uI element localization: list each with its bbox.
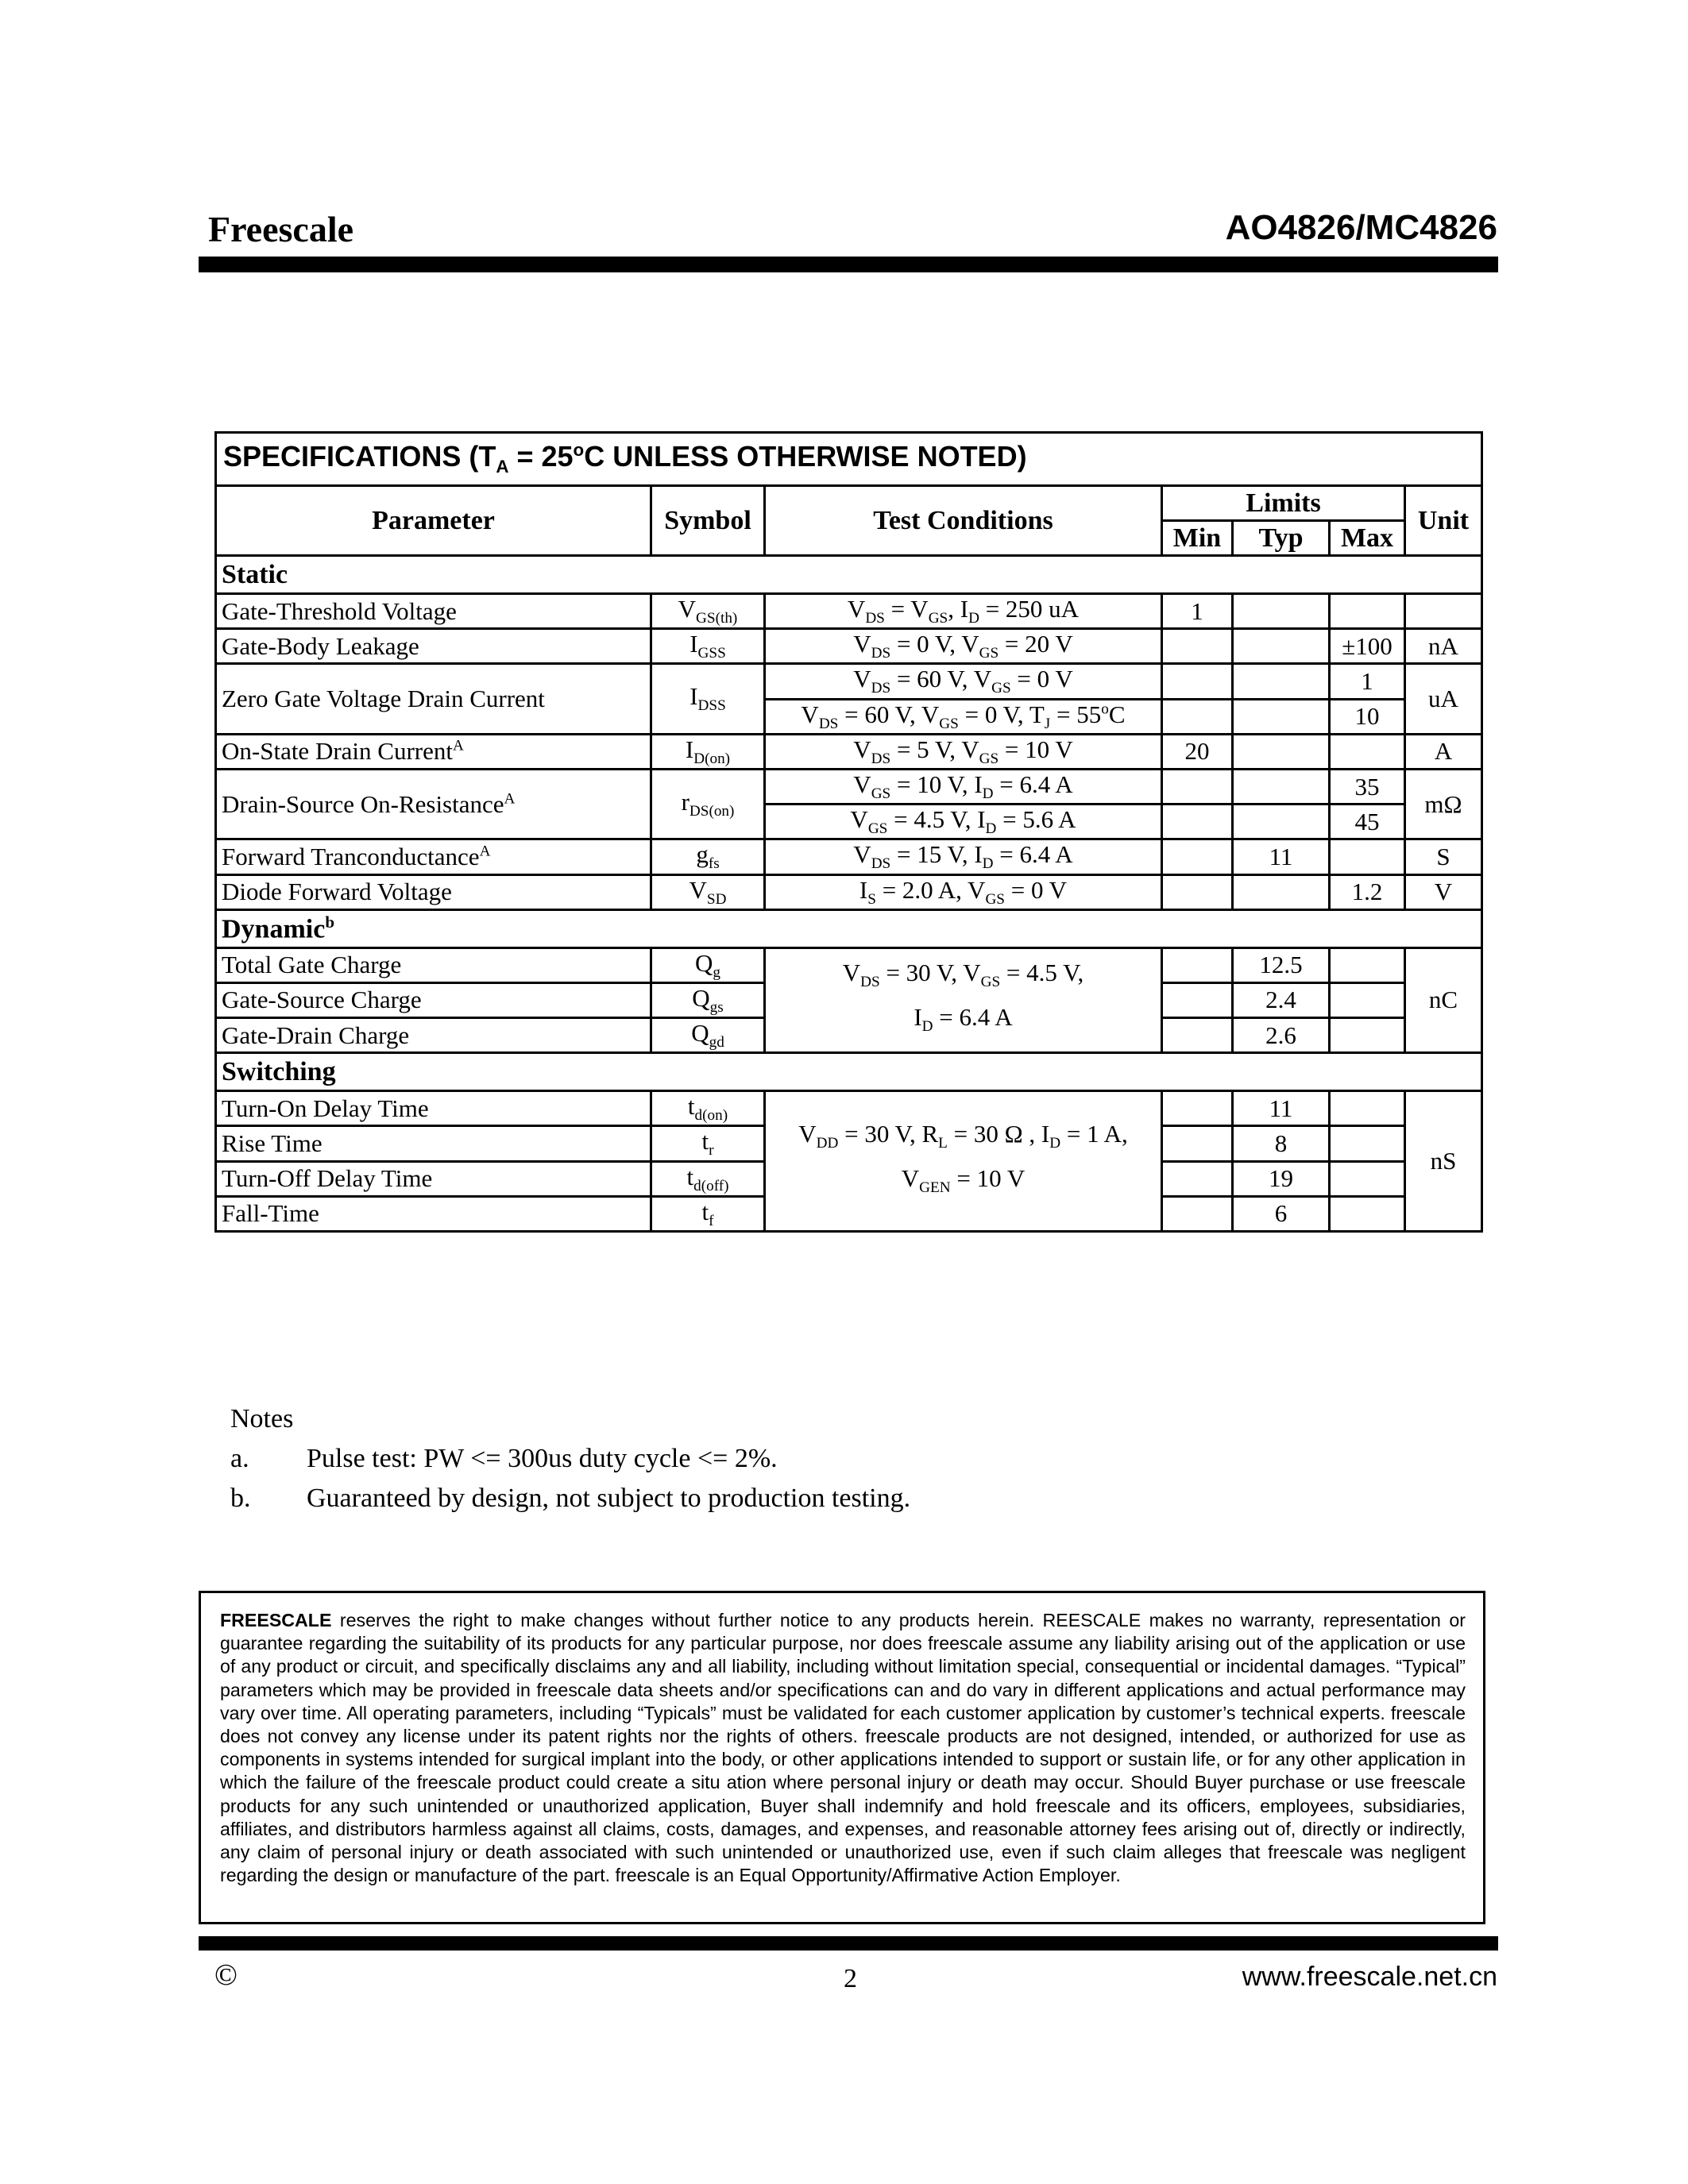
- max-cell: [1330, 1126, 1405, 1161]
- condition-cell: $V_{DS} = 5$ V, $V_{GS} = 10$ V: [765, 734, 1162, 769]
- param-cell: Zero Gate Voltage Drain Current: [216, 664, 651, 734]
- symbol-cell: $I_{D(on)}$: [651, 734, 765, 769]
- min-cell: 1: [1162, 594, 1233, 629]
- condition-cell: $V_{DS} = 60$ V, $V_{GS} = 0$ V, $T_J = 55^oC$: [765, 699, 1162, 734]
- symbol-cell: $Q_{gs}$: [651, 982, 765, 1017]
- table-row: [216, 947, 1482, 982]
- max-cell: [1330, 1018, 1405, 1053]
- table-row: [216, 664, 1482, 699]
- section-row: [216, 1053, 1482, 1091]
- unit-cell: A: [1405, 734, 1482, 769]
- typ-cell: [1233, 699, 1330, 734]
- max-cell: [1330, 1196, 1405, 1231]
- typ-cell: [1233, 874, 1330, 909]
- header-parameter: Parameter: [216, 486, 651, 556]
- min-cell: [1162, 874, 1233, 909]
- note-text: Guaranteed by design, not subject to production testing.: [307, 1484, 911, 1513]
- min-cell: [1162, 1091, 1233, 1126]
- typ-cell: 11: [1233, 1091, 1330, 1126]
- header-min: Min: [1162, 521, 1233, 556]
- note-text: Pulse test: PW <= 300us duty cycle <= 2%.: [307, 1444, 778, 1473]
- header-row: [216, 486, 1482, 521]
- max-cell: 10: [1330, 699, 1405, 734]
- symbol-cell: $g_{fs}$: [651, 839, 765, 874]
- table-row: [216, 874, 1482, 909]
- max-cell: 1.2: [1330, 874, 1405, 909]
- symbol-cell: $I_{GSS}$: [651, 629, 765, 664]
- condition-cell: $V_{DS} = V_{GS}$, $I_D = 250$ uA: [765, 594, 1162, 629]
- typ-cell: [1233, 769, 1330, 804]
- typ-cell: 2.6: [1233, 1018, 1330, 1053]
- max-cell: 35: [1330, 769, 1405, 804]
- unit-cell: uA: [1405, 664, 1482, 734]
- max-cell: [1330, 1091, 1405, 1126]
- header-max: Max: [1330, 521, 1405, 556]
- typ-cell: 2.4: [1233, 982, 1330, 1017]
- max-cell: [1330, 594, 1405, 629]
- typ-cell: 12.5: [1233, 947, 1330, 982]
- unit-cell: [1405, 594, 1482, 629]
- unit-cell: nS: [1405, 1091, 1482, 1232]
- typ-cell: 19: [1233, 1161, 1330, 1196]
- symbol-cell: $Q_g$: [651, 947, 765, 982]
- disclaimer-lead: FREESCALE: [220, 1610, 332, 1630]
- header-typ: Typ: [1233, 521, 1330, 556]
- condition-cell: $V_{DD} = 30$ V, $R_L = 30$ Ω , $I_D = 1$ A, $V_{GEN} = 10$ V: [765, 1091, 1162, 1232]
- typ-cell: 11: [1233, 839, 1330, 874]
- param-cell: Turn-On Delay Time: [216, 1091, 651, 1126]
- min-cell: [1162, 769, 1233, 804]
- disclaimer-box: [199, 1591, 1485, 1924]
- min-cell: [1162, 664, 1233, 699]
- min-cell: [1162, 947, 1233, 982]
- header-test-conditions: Test Conditions: [765, 486, 1162, 556]
- unit-cell: nA: [1405, 629, 1482, 664]
- unit-cell: V: [1405, 874, 1482, 909]
- unit-cell: nC: [1405, 947, 1482, 1053]
- symbol-cell: $V_{GS(th)}$: [651, 594, 765, 629]
- section-row: [216, 556, 1482, 594]
- page-number: 2: [844, 1964, 857, 1993]
- table-title: SPECIFICATIONS ($T_A = 25^oC$ UNLESS OTHERWISE NOTED): [216, 433, 1482, 486]
- table-row: [216, 839, 1482, 874]
- typ-cell: [1233, 594, 1330, 629]
- min-cell: [1162, 982, 1233, 1017]
- section-dynamic: Dynamic$^b$: [216, 909, 1482, 947]
- notes-title: Notes: [230, 1404, 294, 1433]
- symbol-cell: $t_r$: [651, 1126, 765, 1161]
- table-row: [216, 769, 1482, 804]
- website-link[interactable]: www.freescale.net.cn: [1242, 1962, 1497, 1992]
- header-symbol: Symbol: [651, 486, 765, 556]
- disclaimer-text: reserves the right to make changes without further notice to any products herein. REESCALE makes no warranty, representation or guarantee regarding the suitability of its products for any particular purpose, nor does freescale assume any liability arising out of the application or use of any product or circuit, and specifically disclaims any and all liability, including without limitation special, consequential or incidental damages. “Typical” parameters which may be provided in freescale data sheets and/or specifications can and do vary in different applications and actual performance may vary over time. All operating parameters, including “Typicals” must be validated for each customer application by customer’s technical experts. freescale does not convey any license under its patent rights nor the rights of others. freescale products are not designed, intended, or authorized for use as components in systems intended for surgical implant into the body, or other applications intended to support or sustain life, or for any other application in which the failure of the freescale product could create a situ ation where personal injury or death may occur. Should Buyer purchase or use freescale products for any such unintended or unauthorized application, Buyer shall indemnify and hold freescale and its officers, employees, subsidiaries, affiliates, and distributors harmless against all claims, costs, damages, and expenses, and reasonable attorney fees arising out of, directly or indirectly, any claim of personal injury or death associated with such unintended or unauthorized use, even if such claim alleges that freescale was negligent regarding the design or manufacture of the part. freescale is an Equal Opportunity/Affirmative Action Employer.: [220, 1610, 1466, 1886]
- typ-cell: [1233, 805, 1330, 839]
- header-rule: [199, 257, 1498, 272]
- param-cell: Forward Tranconductance$^A$: [216, 839, 651, 874]
- symbol-cell: $r_{DS(on)}$: [651, 769, 765, 839]
- specifications-table: [214, 431, 1483, 1233]
- symbol-cell: $I_{DSS}$: [651, 664, 765, 734]
- condition-cell: $V_{DS} = 0$ V, $V_{GS} = 20$ V: [765, 629, 1162, 664]
- min-cell: [1162, 839, 1233, 874]
- condition-cell: $I_S = 2.0$ A, $V_{GS} = 0$ V: [765, 874, 1162, 909]
- typ-cell: [1233, 734, 1330, 769]
- brand-name: Freescale: [208, 209, 354, 249]
- param-cell: On-State Drain Current$^A$: [216, 734, 651, 769]
- min-cell: [1162, 805, 1233, 839]
- condition-cell: $V_{GS} = 4.5$ V, $I_D = 5.6$ A: [765, 805, 1162, 839]
- max-cell: [1330, 982, 1405, 1017]
- symbol-cell: $t_{d(off)}$: [651, 1161, 765, 1196]
- table-title-row: [216, 433, 1482, 486]
- min-cell: [1162, 1018, 1233, 1053]
- copyright-symbol: ©: [214, 1958, 238, 1992]
- param-cell: Total Gate Charge: [216, 947, 651, 982]
- param-cell: Gate-Drain Charge: [216, 1018, 651, 1053]
- symbol-cell: $t_{d(on)}$: [651, 1091, 765, 1126]
- unit-cell: S: [1405, 839, 1482, 874]
- typ-cell: 8: [1233, 1126, 1330, 1161]
- param-cell: Gate-Body Leakage: [216, 629, 651, 664]
- header-limits: Limits: [1162, 486, 1405, 521]
- max-cell: ±100: [1330, 629, 1405, 664]
- table-row: [216, 1091, 1482, 1126]
- section-switching: Switching: [216, 1053, 1482, 1091]
- param-cell: Diode Forward Voltage: [216, 874, 651, 909]
- unit-cell: mΩ: [1405, 769, 1482, 839]
- min-cell: 20: [1162, 734, 1233, 769]
- min-cell: [1162, 1196, 1233, 1231]
- table-row: [216, 734, 1482, 769]
- table-row: [216, 594, 1482, 629]
- param-cell: Fall-Time: [216, 1196, 651, 1231]
- condition-cell: $V_{DS} = 60$ V, $V_{GS} = 0$ V: [765, 664, 1162, 699]
- min-cell: [1162, 1126, 1233, 1161]
- note-label: b.: [230, 1484, 251, 1513]
- param-cell: Gate-Source Charge: [216, 982, 651, 1017]
- condition-cell: $V_{DS} = 15$ V, $I_D = 6.4$ A: [765, 839, 1162, 874]
- header-unit: Unit: [1405, 486, 1482, 556]
- condition-cell: $V_{DS} = 30$ V, $V_{GS} = 4.5$ V, $I_D = 6.4$ A: [765, 947, 1162, 1053]
- typ-cell: [1233, 629, 1330, 664]
- max-cell: [1330, 734, 1405, 769]
- param-cell: Gate-Threshold Voltage: [216, 594, 651, 629]
- min-cell: [1162, 629, 1233, 664]
- param-cell: Drain-Source On-Resistance$^A$: [216, 769, 651, 839]
- param-cell: Turn-Off Delay Time: [216, 1161, 651, 1196]
- param-cell: Rise Time: [216, 1126, 651, 1161]
- typ-cell: 6: [1233, 1196, 1330, 1231]
- condition-cell: $V_{GS} = 10$ V, $I_D = 6.4$ A: [765, 769, 1162, 804]
- typ-cell: [1233, 664, 1330, 699]
- max-cell: [1330, 947, 1405, 982]
- min-cell: [1162, 699, 1233, 734]
- footer-rule: [199, 1936, 1498, 1951]
- symbol-cell: $Q_{gd}$: [651, 1018, 765, 1053]
- min-cell: [1162, 1161, 1233, 1196]
- max-cell: 45: [1330, 805, 1405, 839]
- section-row: [216, 909, 1482, 947]
- max-cell: [1330, 839, 1405, 874]
- note-label: a.: [230, 1444, 249, 1473]
- section-static: Static: [216, 556, 1482, 594]
- part-number: AO4826/MC4826: [1225, 208, 1497, 247]
- symbol-cell: $V_{SD}$: [651, 874, 765, 909]
- max-cell: [1330, 1161, 1405, 1196]
- table-row: [216, 629, 1482, 664]
- max-cell: 1: [1330, 664, 1405, 699]
- symbol-cell: $t_f$: [651, 1196, 765, 1231]
